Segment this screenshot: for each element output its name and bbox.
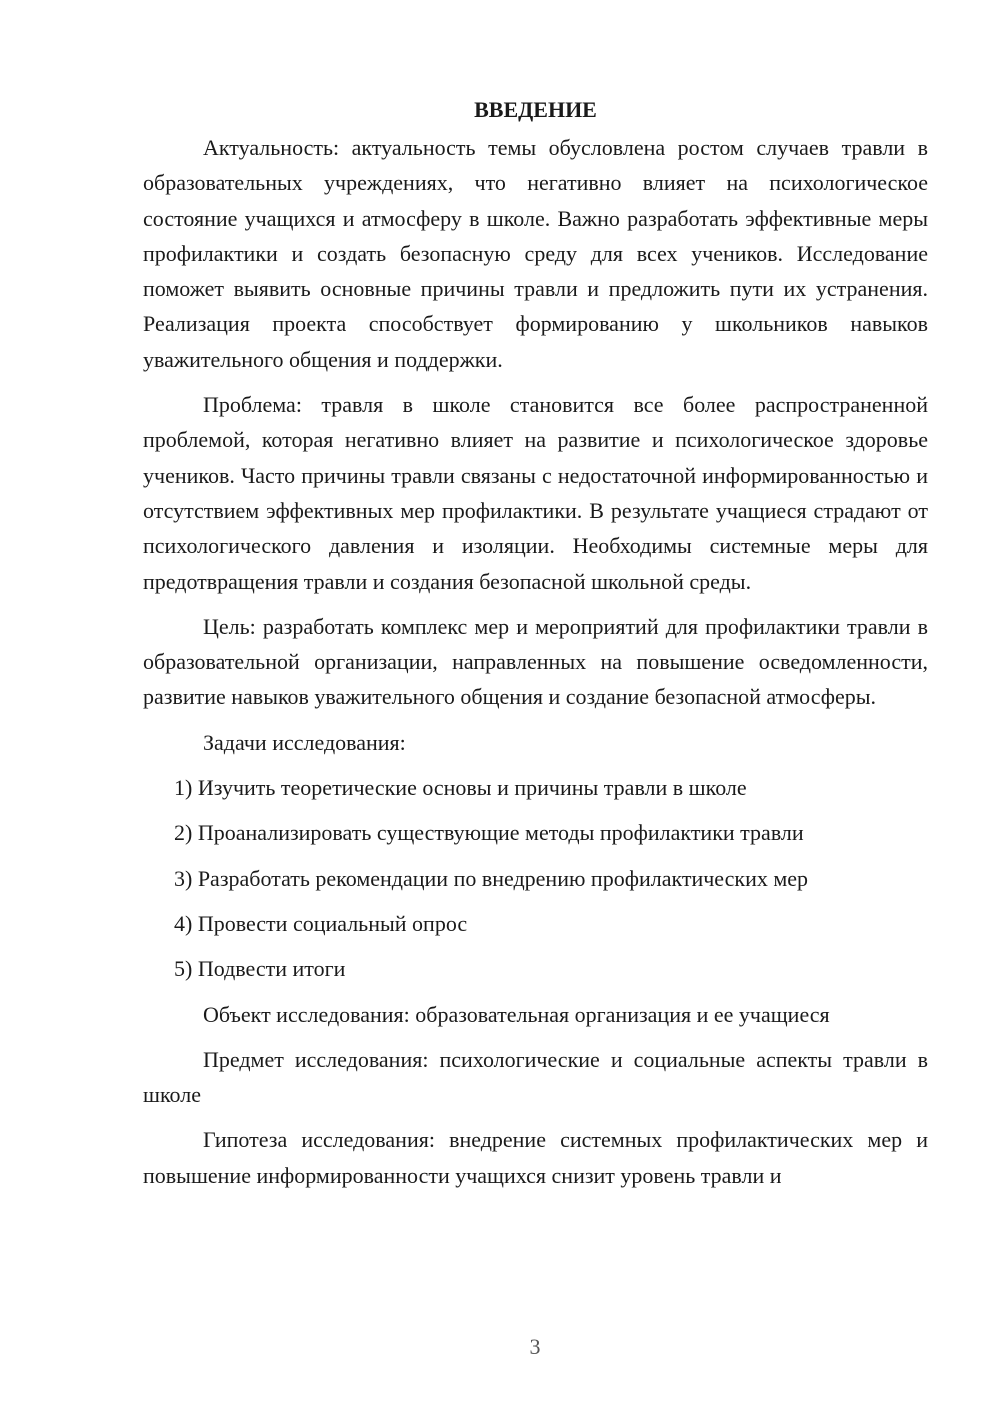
paragraph-object: Объект исследования: образовательная организация и ее учащиеся <box>203 1001 830 1027</box>
list-item: 1) Изучить теоретические основы и причины травли в школе <box>174 775 747 801</box>
page-number: 3 <box>529 1334 541 1359</box>
paragraph-goal: Цель: разработать комплекс мер и мероприятий для профилактики травли в образовательной организации, направленных на повышение осведомленности, развитие навыков уважительного общения и создание безопасной атмосферы. <box>143 613 928 710</box>
list-item: 5) Подвести итоги <box>174 956 346 982</box>
paragraph-hypothesis: Гипотеза исследования: внедрение системных профилактических мер и повышение информированности учащихся снизит уровень травли и <box>143 1127 928 1188</box>
paragraph-relevance: Актуальность: актуальность темы обусловлена ростом случаев травли в образовательных учреждениях, что негативно влияет на психологическое состояние учащихся и атмосферу в школе. Важно разработать эффективные меры профилактики и создать безопасную среду для всех учеников. Исследование поможет выявить основные причины травли и предложить пути их устранения. Реализация проекта способствует формированию у школьников навыков уважительного общения и поддержки. <box>143 135 928 372</box>
paragraph-subject: Предмет исследования: психологические и социальные аспекты травли в школе <box>143 1046 928 1108</box>
list-item: 3) Разработать рекомендации по внедрению профилактических мер <box>174 865 809 891</box>
document-page <box>143 92 928 1203</box>
tasks-list <box>143 770 928 986</box>
section-title: ВВЕДЕНИЕ <box>474 97 597 122</box>
paragraph-problem: Проблема: травля в школе становится все более распространенной проблемой, которая негативно влияет на развитие и психологическое здоровье учеников. Часто причины травли связаны с недостаточной информированностью и отсутствием эффективных мер профилактики. В результате учащиеся страдают от психологического давления и изоляции. Необходимы системные меры для предотвращения травли и создания безопасной школьной среды. <box>143 392 928 594</box>
list-item: 2) Проанализировать существующие методы профилактики травли <box>174 820 804 846</box>
paragraph-tasks-heading: Задачи исследования: <box>203 729 406 755</box>
list-item: 4) Провести социальный опрос <box>174 910 468 936</box>
